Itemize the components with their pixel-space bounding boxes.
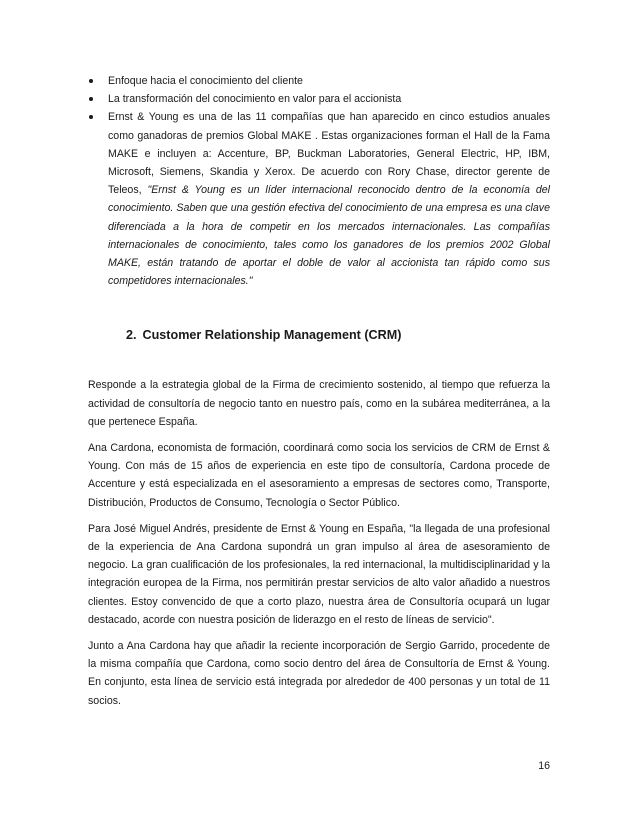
bullet-text: La transformación del conocimiento en valor para el accionista [108, 93, 402, 106]
body-paragraph: Para José Miguel Andrés, presidente de Ernst & Young en España, "la llegada de una profesional de la experiencia de Ana Cardona supondrá un gran impulso al área de asesoramiento de negocio. La gran cualificación de los profesionales, la red internacional, la multidisciplinaridad y la integración europea de la Firma, nos permitirán prestar servicios de alto valor añadido a nuestros clientes. Estoy convencido de que a corto plazo, nuestra área de Consultoría ocupará un lugar destacado, acorde con nuestra posición de liderazgo en el resto de líneas de servicio". [88, 522, 550, 626]
body-paragraph: Ana Cardona, economista de formación, coordinará como socia los servicios de CRM de Ernst & Young. Con más de 15 años de experiencia en este tipo de consultoría, Cardona procede de Accenture y está especializada en el asesoramiento a empresas de sectores como, Transporte, Distribución, Productos de Consumo, Tecnología o Sector Público. [88, 442, 550, 509]
bullet-quote: "Ernst & Young es un líder internacional reconocido dentro de la economía del conocimiento. Saben que una gestión efectiva del conocimiento de una empresa es una clave diferenciada a la hora de competir en los mercados internacionales. Las compañías internacionales de conocimiento, tales como los ganadores de los premios 2002 Global MAKE, están tratando de aportar el doble de valor al accionista tan rápido como sus competidores internacionales." [108, 184, 550, 288]
bullet-text: Enfoque hacia el conocimiento del cliente [108, 75, 303, 87]
section-number: 2. [126, 328, 137, 343]
body-paragraph: Junto a Ana Cardona hay que añadir la reciente incorporación de Sergio Garrido, procedente de la misma compañía que Cardona, como socio dentro del área de Consultoría de Ernst & Young. En conjunto, esta línea de servicio está integrada por alrededor de 400 personas y un total de 11 socios. [88, 640, 550, 707]
section-heading [126, 326, 550, 344]
bullet-item [88, 108, 550, 290]
bullet-item [88, 90, 550, 108]
bullet-item [88, 72, 550, 90]
bullet-text: Ernst & Young es una de las 11 compañías que han aparecido en cinco estudios anuales como ganadoras de premios Global MAKE . Estas organizaciones forman el Hall de la Fama MAKE e incluyen a: Accenture, BP, Buckman Laboratories, General Electric, HP, IBM, Microsoft, Siemens, Skandia y Xerox. De acuerdo con Rory Chase, director gerente de Teleos, [108, 111, 550, 197]
page-content [88, 72, 550, 718]
body-paragraph: Responde a la estrategia global de la Firma de crecimiento sostenido, al tiempo que refuerza la actividad de consultoría de negocio tanto en nuestro país, como en la subárea mediterránea, a la que pertenece España. [88, 379, 550, 428]
section-title: Customer Relationship Management (CRM) [142, 328, 402, 343]
page-number: 16 [538, 760, 550, 772]
bullet-list [88, 72, 550, 290]
